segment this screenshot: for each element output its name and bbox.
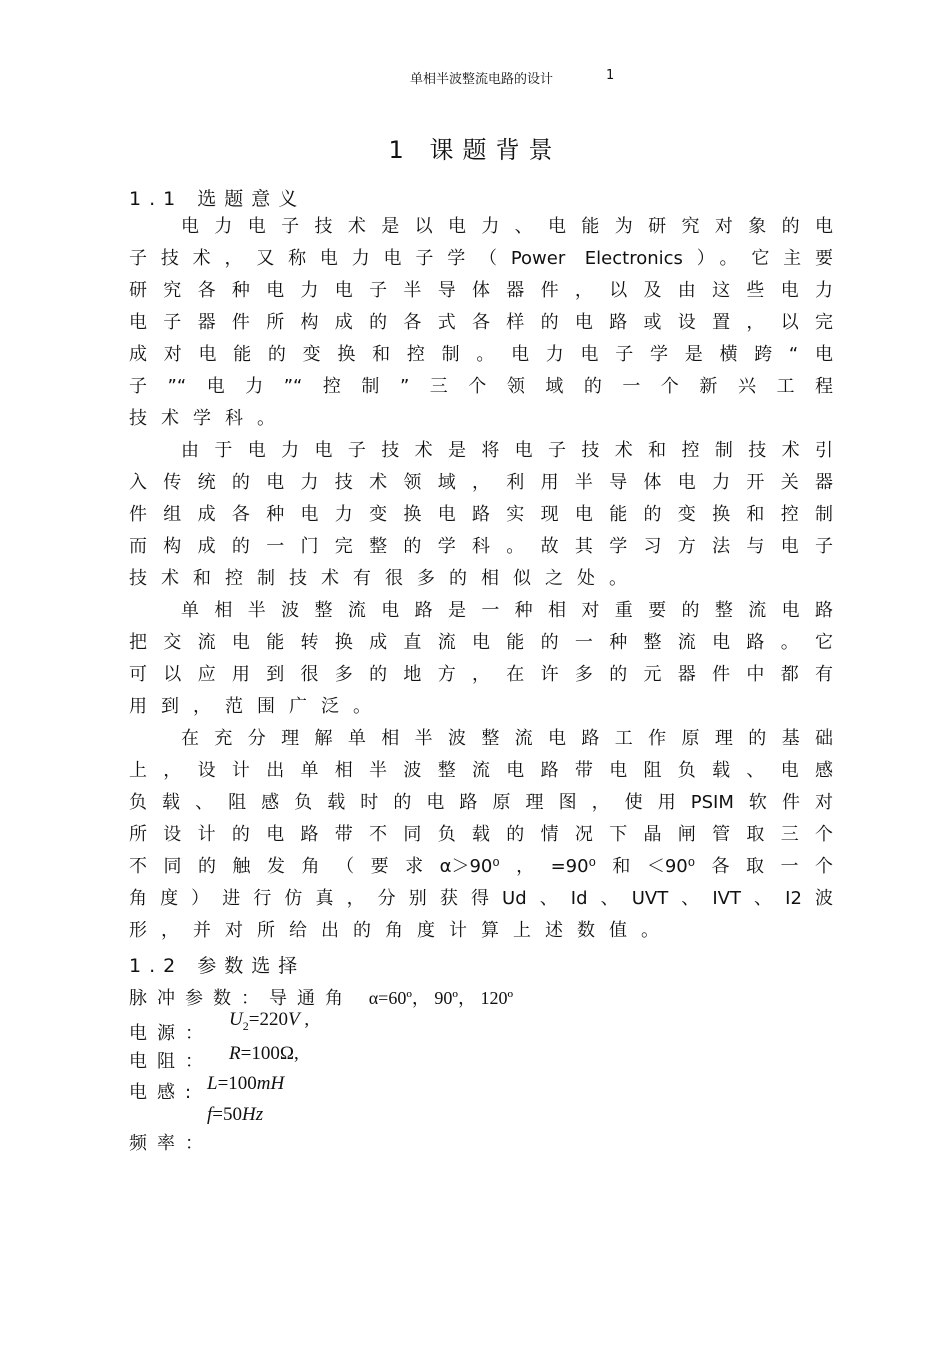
paragraph-line: 研究各种电力电子半导体器件，以及由这些电力 (129, 280, 833, 301)
paragraph-line: 形，并对所给出的角度计算上述数值。 (129, 920, 673, 941)
paragraph-line: 成对电能的变换和控制。电力电子学是横跨“电 (129, 344, 833, 365)
inductor-formula: L=100mH (207, 1073, 285, 1094)
resistor-label: 电阻： (129, 1051, 213, 1072)
paragraph-line: 技术和控制技术有很多的相似之处。 (129, 568, 641, 589)
section-title-1-1: 1.1 选题意义 (129, 188, 306, 210)
paragraph-line: 单相半波整流电路是一种相对重要的整流电路 (181, 600, 833, 621)
pulse-label: 脉冲参数：导通角 (129, 988, 353, 1009)
inductor-label-text: 电感 (129, 1082, 185, 1103)
paragraph-line: 而构成的一门完整的学科。故其学习方法与电子 (129, 536, 833, 557)
paragraph-line: 子”“电力”“控制”三个领域的一个新兴工程 (129, 376, 833, 397)
pulse-parameter-row (129, 984, 513, 1010)
header-title: 单相半波整流电路的设计 (410, 72, 554, 87)
pulse-values: α=60º， 90º， 120º (368, 988, 514, 1008)
paragraph-line: 用到，范围广泛。 (129, 696, 385, 717)
paragraph-line: 电力电子技术是以电力、电能为研究对象的电 (181, 216, 833, 237)
chapter-title: 1 课题背景 (388, 136, 562, 164)
frequency-formula: f=50Hz (207, 1104, 264, 1125)
inductor-label: 电感: (129, 1082, 192, 1103)
paragraph-line: 负载、阻感负载时的电路原理图，使用PSIM软件对 (129, 792, 833, 813)
paragraph-line: 所设计的电路带不同负载的情况下晶闸管取三个 (129, 824, 833, 845)
source-label: 电源： (129, 1023, 213, 1044)
paragraph-line: 技术学科。 (129, 408, 289, 429)
paragraph-line: 由于电力电子技术是将电子技术和控制技术引 (181, 440, 833, 461)
comma: , (304, 1009, 310, 1030)
paragraph-line: 电子器件所构成的各式各样的电路或设置，以完 (129, 312, 833, 333)
paragraph-line: 把交流电能转换成直流电能的一种整流电路。它 (129, 632, 833, 653)
paragraph-line: 件组成各种电力变换电路实现电能的变换和控制 (129, 504, 833, 525)
source-formula: $U_2=220V$ , (229, 1009, 310, 1033)
paragraph-line: 在充分理解单相半波整流电路工作原理的基础 (181, 728, 833, 749)
paragraph-line: 入传统的电力技术领域，利用半导体电力开关器 (129, 472, 833, 493)
paragraph-line: 角度）进行仿真，分别获得Ud、Id、UVT、IVT、I2波 (129, 888, 833, 909)
paragraph-line: 可以应用到很多的地方，在许多的元器件中都有 (129, 664, 833, 685)
frequency-label: 频率： (129, 1133, 213, 1154)
page-number: 1 (606, 68, 615, 83)
paragraph-line: 不同的触发角（要求α＞90⁰，=90⁰和＜90⁰各取一个 (129, 856, 833, 877)
paragraph-line: 上，设计出单相半波整流电路带电阻负载、电感 (129, 760, 833, 781)
resistor-formula: R=100Ω, (229, 1043, 299, 1064)
paragraph-line: 子技术，又称电力电子学（Power Electronics）。它主要 (129, 248, 833, 269)
comma: , (293, 1043, 299, 1064)
section-title-1-2: 1.2 参数选择 (129, 955, 306, 977)
